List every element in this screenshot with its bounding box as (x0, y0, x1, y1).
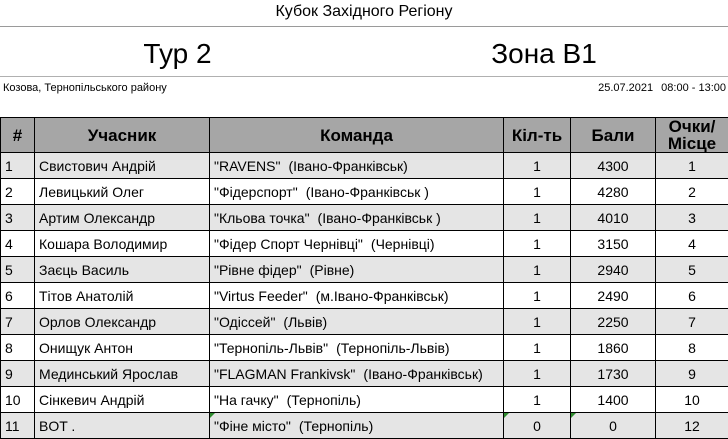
team-cell (210, 309, 504, 335)
participant-name: Сінкевич Андрій (35, 387, 210, 413)
place-value: 3 (656, 205, 728, 231)
team-cell (210, 335, 504, 361)
team-city: (Івано-Франківськ ) (305, 183, 429, 200)
table-row (1, 205, 728, 231)
team-city: (м.Івано-Франківськ) (315, 287, 449, 304)
table-row (1, 335, 728, 361)
catch-count: 1 (504, 361, 571, 387)
team-name: "Фідер Спорт Чернівці" (214, 235, 363, 252)
catch-count: 1 (504, 153, 571, 179)
points-value: 1860 (571, 335, 656, 361)
points-value: 2250 (571, 309, 656, 335)
participant-name: Мединський Ярослав (35, 361, 210, 387)
team-name: "FLAGMAN Frankivsk" (214, 365, 356, 382)
team-cell (210, 205, 504, 231)
round-label: Тур 2 (143, 38, 212, 69)
team-cell (210, 283, 504, 309)
points-value: 2940 (571, 257, 656, 283)
place-value: 7 (656, 309, 728, 335)
catch-count: 1 (504, 309, 571, 335)
participant-name: Заєць Василь (35, 257, 210, 283)
table-row (1, 387, 728, 413)
team-name: "Рівне фідер" (214, 261, 302, 278)
place-value: 5 (656, 257, 728, 283)
table-row (1, 257, 728, 283)
team-cell (210, 257, 504, 283)
participant-name: Орлов Олександр (35, 309, 210, 335)
row-number: 2 (1, 179, 35, 205)
col-header-place (656, 118, 728, 153)
place-value: 12 (656, 413, 728, 439)
team-city: (Тернопіль) (286, 391, 361, 408)
team-name: "RAVENS" (214, 157, 281, 174)
col-header-num: # (1, 118, 35, 153)
catch-count: 1 (504, 283, 571, 309)
participant-name: Левицький Олег (35, 179, 210, 205)
zone-label: Зона В1 (491, 38, 597, 69)
table-row (1, 231, 728, 257)
info-divider (0, 76, 728, 77)
participant-name: Онищук Антон (35, 335, 210, 361)
points-value: 4280 (571, 179, 656, 205)
team-name: "Фіне місто" (214, 417, 291, 434)
catch-count: 1 (504, 205, 571, 231)
team-name: "Тернопіль-Львів" (214, 339, 329, 356)
row-number: 1 (1, 153, 35, 179)
table-row (1, 309, 728, 335)
row-number: 6 (1, 283, 35, 309)
catch-count: 1 (504, 231, 571, 257)
row-number: 8 (1, 335, 35, 361)
participant-name: BOT . (35, 413, 210, 439)
table-row (1, 413, 728, 439)
col-header-points: Бали (571, 118, 656, 153)
catch-count: 1 (504, 335, 571, 361)
row-number: 10 (1, 387, 35, 413)
team-name: "Одіссей" (214, 313, 276, 330)
time-label: 08:00 - 13:00 (661, 82, 726, 94)
points-value: 4300 (571, 153, 656, 179)
place-value: 8 (656, 335, 728, 361)
team-city: (Івано-Франківськ) (363, 365, 483, 382)
place-value: 6 (656, 283, 728, 309)
table-row (1, 153, 728, 179)
catch-count: 1 (504, 387, 571, 413)
points-value: 4010 (571, 205, 656, 231)
col-header-place-line1: Очки/ (668, 117, 716, 136)
col-header-count: Кіл-ть (504, 118, 571, 153)
place-value: 2 (656, 179, 728, 205)
team-name: "Кльова точка" (214, 209, 310, 226)
team-city: (Тернопіль-Львів) (336, 339, 450, 356)
table-row (1, 283, 728, 309)
row-number: 3 (1, 205, 35, 231)
place-value: 1 (656, 153, 728, 179)
points-value: 0 (571, 413, 656, 439)
team-city: (Івано-Франківськ ) (317, 209, 441, 226)
points-value: 1730 (571, 361, 656, 387)
points-value: 1400 (571, 387, 656, 413)
team-name: "Фідерспорт" (214, 183, 298, 200)
team-city: (Львів) (283, 313, 328, 330)
row-number: 5 (1, 257, 35, 283)
date-label: 25.07.2021 (598, 82, 654, 94)
team-city: (Чернівці) (370, 235, 435, 252)
team-cell (210, 413, 504, 439)
table-row (1, 361, 728, 387)
team-name: "На гачку" (214, 391, 279, 408)
team-cell (210, 153, 504, 179)
row-number: 4 (1, 231, 35, 257)
participant-name: Артим Олександр (35, 205, 210, 231)
row-number: 7 (1, 309, 35, 335)
table-row (1, 179, 728, 205)
results-table (0, 117, 728, 439)
team-name: "Virtus Feeder" (214, 287, 308, 304)
catch-count: 1 (504, 179, 571, 205)
points-value: 3150 (571, 231, 656, 257)
team-city: (Рівне) (309, 261, 355, 278)
team-city: (Тернопіль) (298, 417, 374, 434)
header-row (1, 118, 728, 153)
col-header-place-line2: Місце (667, 134, 717, 153)
place-value: 10 (656, 387, 728, 413)
team-cell (210, 231, 504, 257)
team-cell (210, 179, 504, 205)
place-value: 4 (656, 231, 728, 257)
date-time (598, 82, 726, 94)
participant-name: Тітов Анатолій (35, 283, 210, 309)
catch-count: 1 (504, 257, 571, 283)
points-value: 2490 (571, 283, 656, 309)
venue-label: Козова, Тернопільського району (3, 82, 167, 94)
col-header-participant: Учасник (35, 118, 210, 153)
row-number: 11 (1, 413, 35, 439)
catch-count: 0 (504, 413, 571, 439)
team-cell (210, 361, 504, 387)
participant-name: Свистович Андрій (35, 153, 210, 179)
participant-name: Кошара Володимир (35, 231, 210, 257)
cup-title: Кубок Західного Регіону (275, 3, 453, 20)
team-city: (Івано-Франківськ) (288, 157, 408, 174)
title-divider (0, 26, 728, 27)
row-number: 9 (1, 361, 35, 387)
team-cell (210, 387, 504, 413)
col-header-team: Команда (210, 118, 504, 153)
place-value: 9 (656, 361, 728, 387)
